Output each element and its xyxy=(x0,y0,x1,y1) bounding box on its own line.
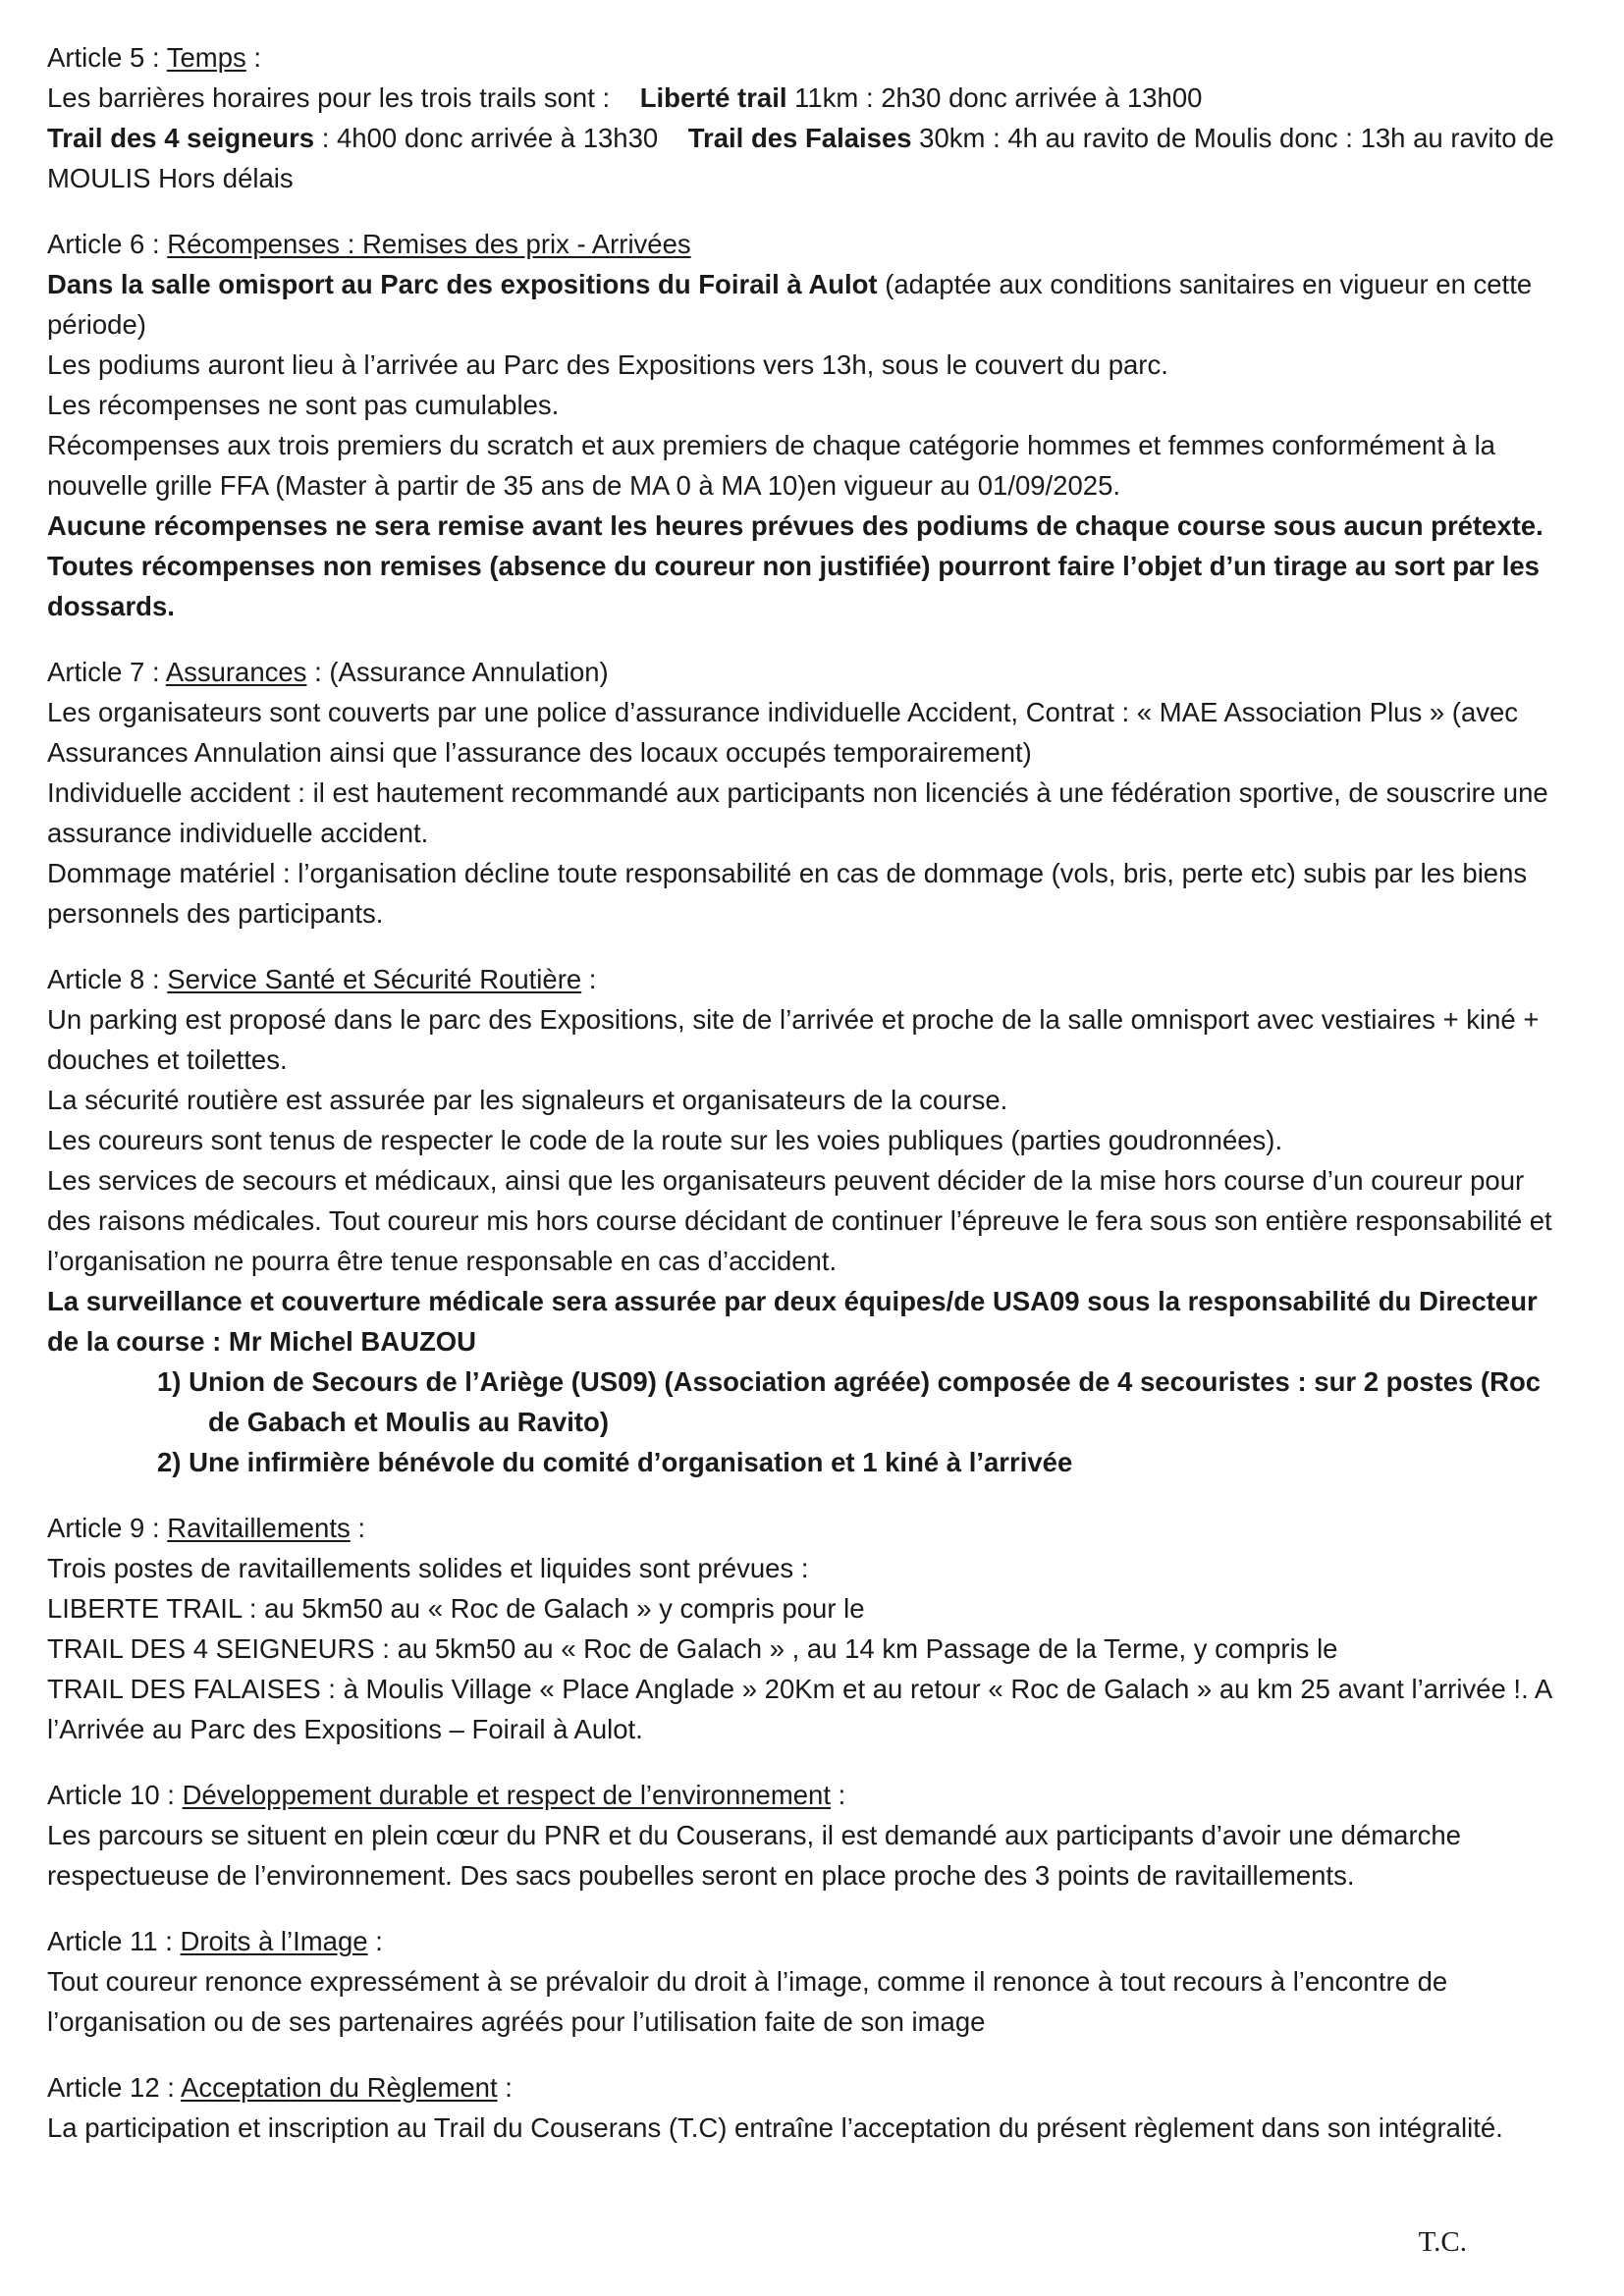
trail-name: Trail des Falaises xyxy=(687,123,912,153)
article-11-paragraph-1: Tout coureur renonce expressément à se prévaloir du droit à l’image, comme il renonce à tout recours à l’encontre de l’organisation ou de ses partenaires agréés pour l’utilisation faite de son image xyxy=(47,1966,1448,2037)
article-9-paragraph-2: LIBERTE TRAIL : au 5km50 au « Roc de Galach » y compris pour le xyxy=(47,1593,865,1624)
article-5-heading xyxy=(47,37,1565,78)
article-7-paragraph-3: Dommage matériel : l’organisation décline toute responsabilité en cas de dommage (vols, bris, perte etc) subis par les biens personnels des participants. xyxy=(47,858,1528,929)
article-12-paragraph-1: La participation et inscription au Trail du Couserans (T.C) entraîne l’acceptation du présent règlement dans son intégralité. xyxy=(47,2112,1503,2143)
heading-suffix: : (Assurance Annulation) xyxy=(306,657,609,687)
venue: Dans la salle omisport au Parc des expositions du Foirail à Aulot xyxy=(47,269,878,299)
list-item: 1) Union de Secours de l’Ariège (US09) (Association agréée) composée de 4 secouristes : sur 2 postes (Roc de Gabach et Moulis au Ravito) xyxy=(157,1366,1542,1437)
article-10-paragraph-1: Les parcours se situent en plein cœur du PNR et du Couserans, il est demandé aux participants d’avoir une démarche respectueuse de l’environnement. Des sacs poubelles seront en place proche des 3 points de ravitaillements. xyxy=(47,1820,1461,1891)
article-7-heading xyxy=(47,652,1565,692)
article-5-line-1 xyxy=(47,78,1565,118)
article-8-paragraph-1: Un parking est proposé dans le parc des Expositions, site de l’arrivée et proche de la salle omnisport avec vestiaires + kiné + douches et toilettes. xyxy=(47,1004,1540,1075)
article-label: Article 7 : xyxy=(47,657,166,687)
heading-colon: : xyxy=(350,1513,366,1543)
article-7 xyxy=(47,652,1565,934)
text: : 4h00 donc arrivée à 13h30 xyxy=(314,123,688,153)
trail-name: Liberté trail xyxy=(639,82,787,113)
article-9-paragraph-3: TRAIL DES 4 SEIGNEURS : au 5km50 au « Roc de Galach » , au 14 km Passage de la Terme, y compris le xyxy=(47,1633,1338,1664)
article-title: Acceptation du Règlement xyxy=(181,2072,498,2103)
article-6-paragraph-3: Les récompenses ne sont pas cumulables. xyxy=(47,390,560,420)
article-label: Article 10 : xyxy=(47,1780,183,1810)
article-label: Article 8 : xyxy=(47,964,168,994)
article-label: Article 6 : xyxy=(47,229,168,259)
article-6-paragraph-1 xyxy=(47,264,1565,345)
article-title: Droits à l’Image xyxy=(180,1926,368,1956)
article-title: Récompenses : Remises des prix - Arrivées xyxy=(167,229,691,259)
article-6-paragraph-4: Récompenses aux trois premiers du scratch et aux premiers de chaque catégorie hommes et femmes conformément à la nouvelle grille FFA (Master à partir de 35 ans de MA 0 à MA 10)en vigueur au 01/09/2025. xyxy=(47,430,1495,501)
article-8-paragraph-5: La surveillance et couverture médicale sera assurée par deux équipes/de USA09 sous la responsabilité du Directeur de la course : Mr Michel BAUZOU xyxy=(47,1286,1538,1357)
article-title: Développement durable et respect de l’environnement xyxy=(182,1780,831,1810)
article-label: Article 5 : xyxy=(47,42,167,73)
article-6-paragraph-2: Les podiums auront lieu à l’arrivée au Parc des Expositions vers 13h, sous le couvert du parc. xyxy=(47,349,1168,380)
article-8-heading xyxy=(47,959,1565,999)
text: Les barrières horaires pour les trois trails sont : xyxy=(47,82,640,113)
article-6 xyxy=(47,224,1565,626)
article-8-paragraph-3: Les coureurs sont tenus de respecter le code de la route sur les voies publiques (parties goudronnées). xyxy=(47,1125,1283,1155)
heading-colon: : xyxy=(581,964,597,994)
trail-name: Trail des 4 seigneurs xyxy=(47,123,315,153)
heading-colon: : xyxy=(497,2072,513,2103)
article-8-paragraph-2: La sécurité routière est assurée par les signaleurs et organisateurs de la course. xyxy=(47,1085,1008,1115)
article-label: Article 11 : xyxy=(47,1926,181,1956)
medical-teams-list xyxy=(47,1362,1565,1482)
article-label: Article 12 : xyxy=(47,2072,182,2103)
article-6-heading xyxy=(47,224,1565,264)
article-9-paragraph-1: Trois postes de ravitaillements solides et liquides sont prévues : xyxy=(47,1553,809,1583)
article-title: Service Santé et Sécurité Routière xyxy=(167,964,582,994)
article-7-paragraph-2: Individuelle accident : il est hautement recommandé aux participants non licenciés à une fédération sportive, de souscrire une assurance individuelle accident. xyxy=(47,777,1548,848)
article-8-paragraph-4: Les services de secours et médicaux, ainsi que les organisateurs peuvent décider de la mise hors course d’un coureur pour des raisons médicales. Tout coureur mis hors course décidant de continuer l’épreuve le fera sous son entière responsabilité et l’organisation ne pourra être tenue responsable en cas d’accident. xyxy=(47,1165,1552,1276)
article-7-paragraph-1: Les organisateurs sont couverts par une police d’assurance individuelle Accident, Contrat : « MAE Association Plus » (avec Assurances Annulation ainsi que l’assurance des locaux occupés temporairement) xyxy=(47,697,1519,768)
article-12 xyxy=(47,2067,1565,2148)
article-title: Assurances xyxy=(165,657,307,687)
article-9 xyxy=(47,1508,1565,1749)
article-12-heading xyxy=(47,2067,1565,2108)
article-title: Temps xyxy=(166,42,246,73)
article-6-paragraph-5: Aucune récompenses ne sera remise avant les heures prévues des podiums de chaque course sous aucun prétexte. Toutes récompenses non remises (absence du coureur non justifiée) pourront faire l’objet d’un tirage au sort par les dossards. xyxy=(47,510,1543,621)
text: 11km : 2h30 donc arrivée à 13h00 xyxy=(786,82,1203,113)
heading-colon: : xyxy=(367,1926,383,1956)
article-10 xyxy=(47,1775,1565,1896)
heading-colon: : xyxy=(830,1780,846,1810)
list-item: 2) Une infirmière bénévole du comité d’organisation et 1 kiné à l’arrivée xyxy=(157,1447,1073,1477)
article-label: Article 9 : xyxy=(47,1513,168,1543)
article-8 xyxy=(47,959,1565,1482)
article-5 xyxy=(47,37,1565,198)
article-9-paragraph-4: TRAIL DES FALAISES : à Moulis Village « Place Anglade » 20Km et au retour « Roc de Galach » au km 25 avant l’arrivée !. A l’Arrivée au Parc des Expositions – Foirail à Aulot. xyxy=(47,1674,1551,1744)
signature-initials: T.C. xyxy=(1418,2226,1467,2258)
text: (adaptée aux conditions sanitaires en vigueur en cette période) xyxy=(47,269,1533,340)
heading-colon: : xyxy=(245,42,262,73)
text: 30km : 4h au ravito de Moulis donc : 13h au ravito de MOULIS Hors délais xyxy=(47,123,1554,193)
article-11 xyxy=(47,1921,1565,2042)
article-title: Ravitaillements xyxy=(167,1513,351,1543)
article-11-heading xyxy=(47,1921,1565,1961)
article-9-heading xyxy=(47,1508,1565,1548)
article-5-line-2 xyxy=(47,118,1565,198)
article-10-heading xyxy=(47,1775,1565,1815)
